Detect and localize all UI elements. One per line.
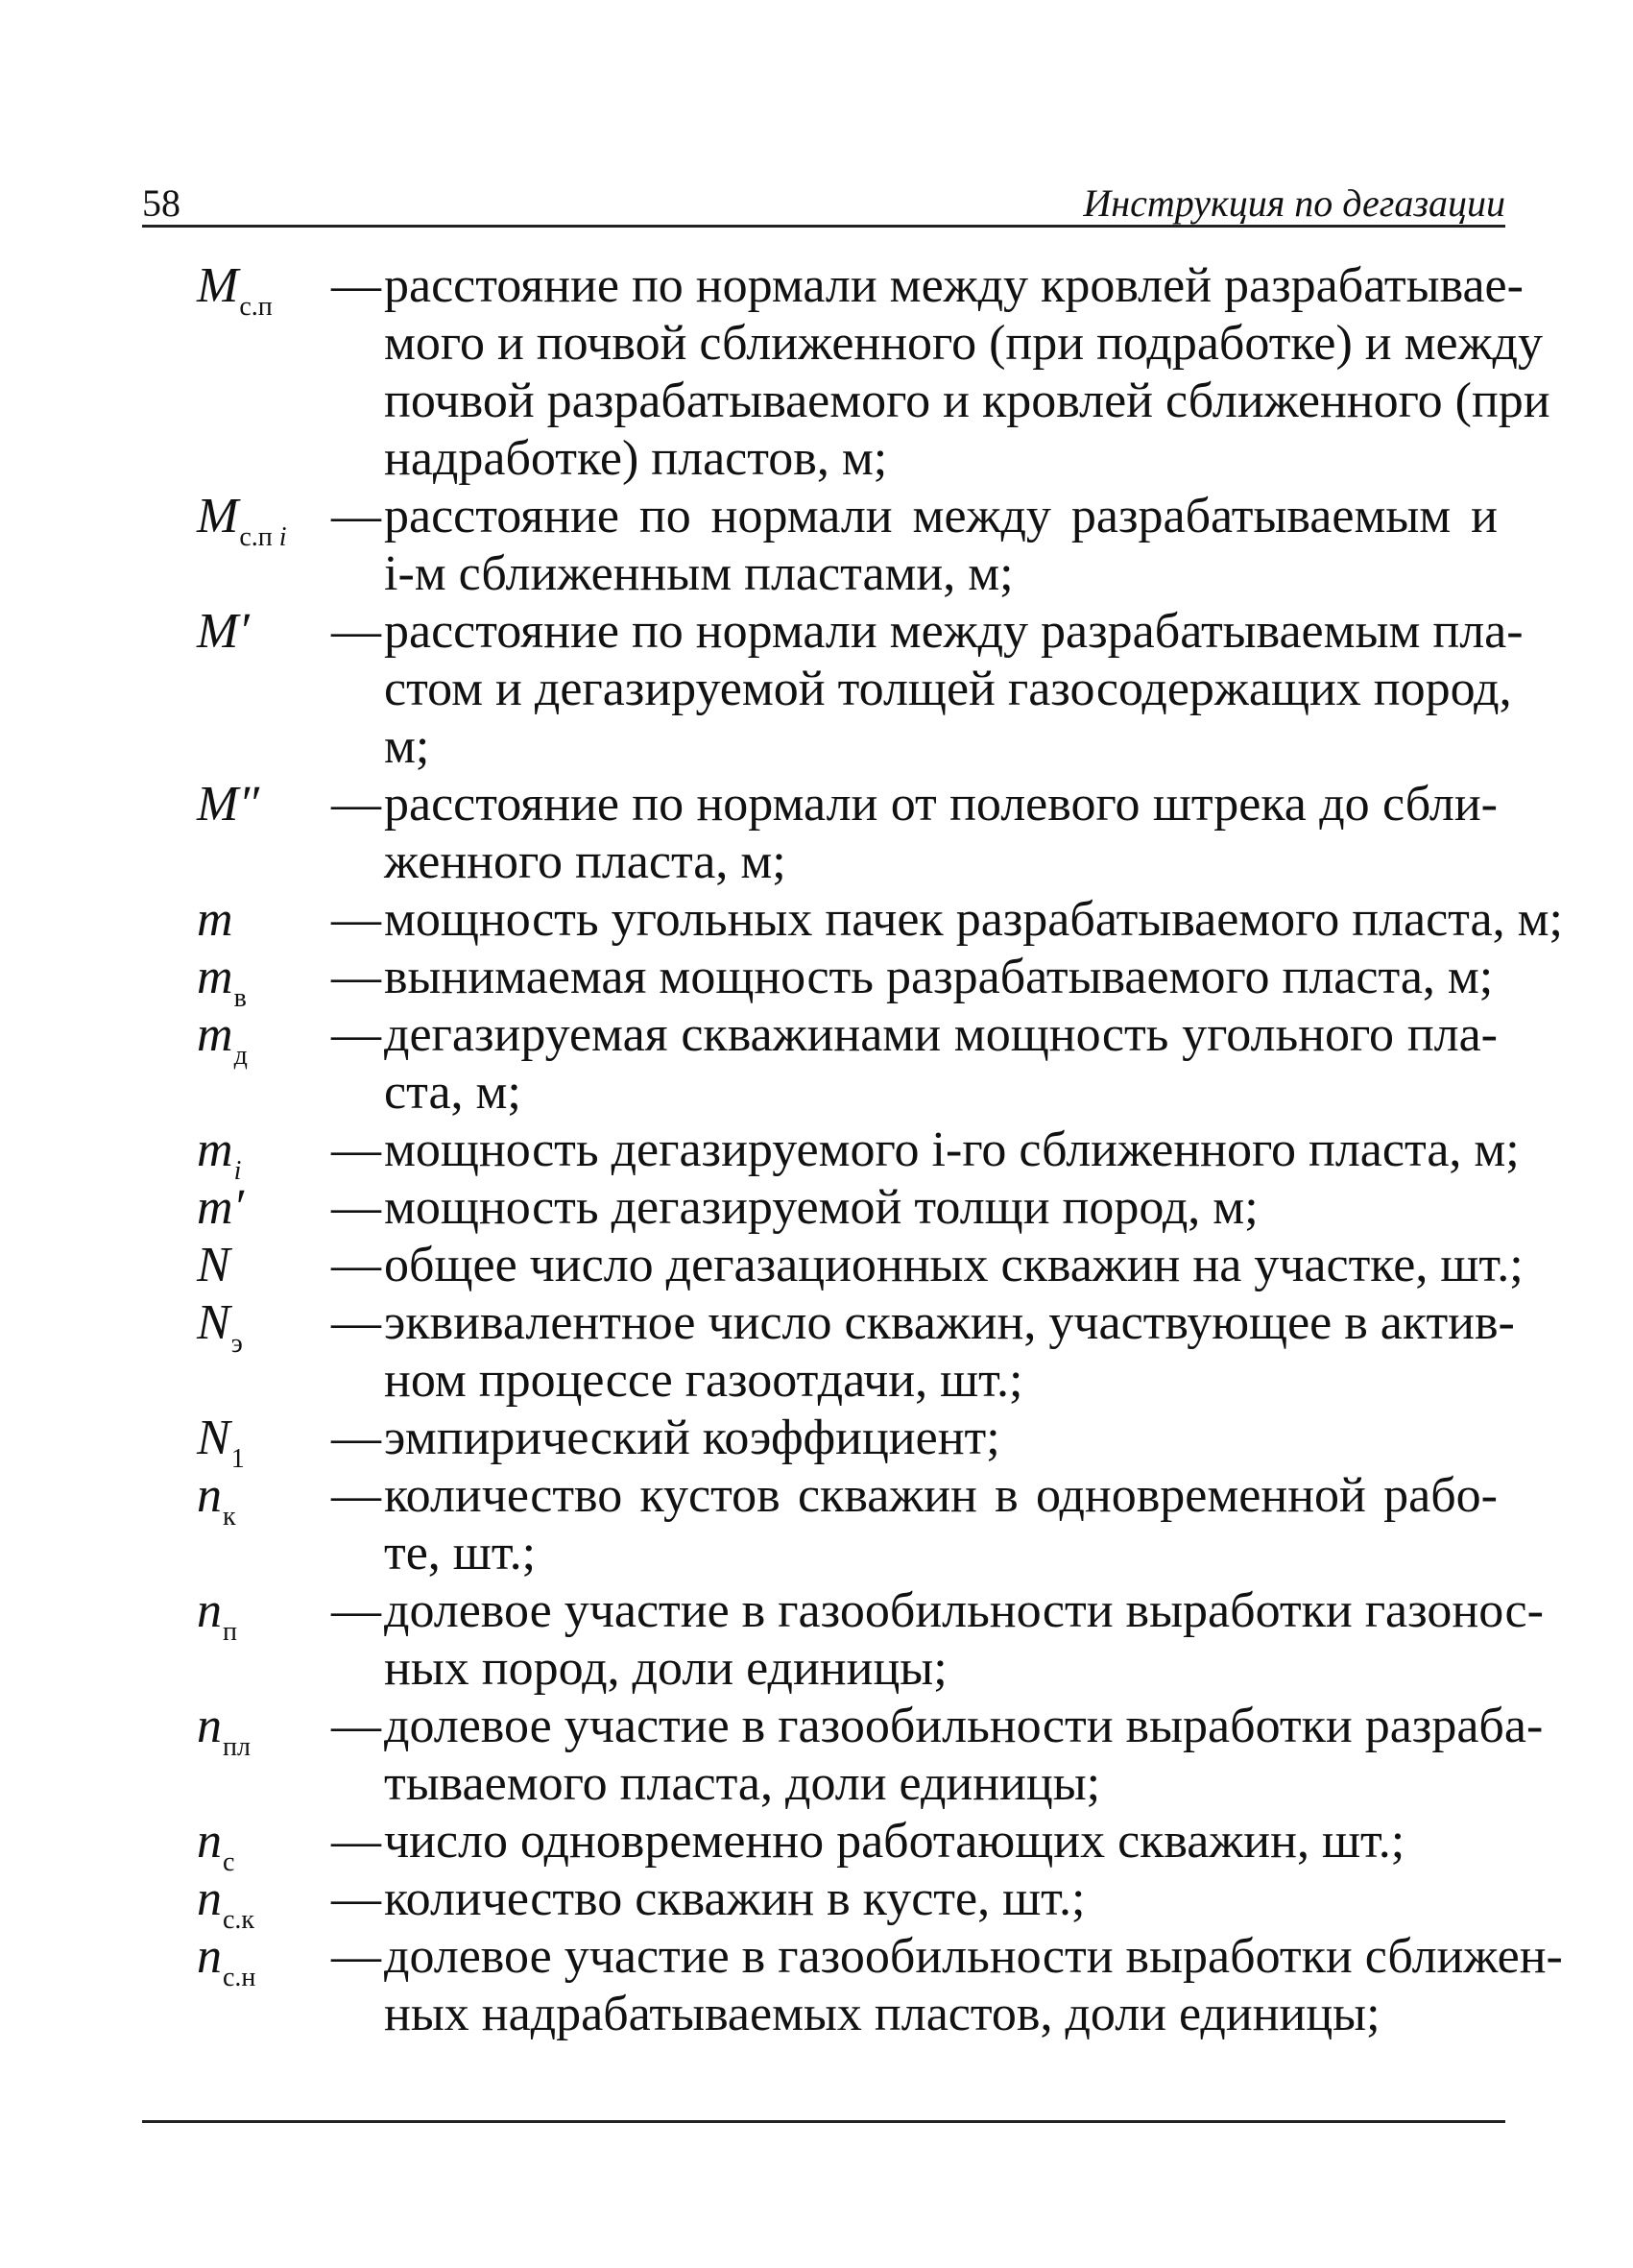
symbol-entry [0,257,1633,488]
definition-dash: — [331,892,381,947]
definition-dash: — [331,1583,381,1638]
definition-line: расстояние по нормали от полевого штрека до сбли- [384,777,1498,832]
symbol-term [197,1237,322,1294]
symbol-term [197,1928,322,1993]
definition-line: ном процессе газоотдачи, шт.; [384,1353,1023,1408]
definition-dash: — [331,777,381,832]
subscript-text: пл [223,1732,251,1762]
symbol-term [197,949,322,1014]
symbol-entry [0,1294,1633,1410]
page-number: 58 [142,181,180,225]
subscript-text: с.п [239,522,279,552]
symbol-definition [384,1237,1524,1294]
symbol-entry [0,776,1633,891]
definition-line: женного пласта, м; [384,834,786,889]
subscript-text: с.п [239,292,273,322]
symbol-prime: ′ [238,604,250,659]
definition-line: ных пород, доли единицы; [384,1641,948,1696]
symbol-entry [0,1006,1633,1122]
symbol-definition [384,603,1524,776]
symbol-letter: n [197,1929,222,1984]
symbol-entry [0,1467,1633,1582]
symbol-subscript [223,1617,237,1647]
symbol-entry [0,1813,1633,1877]
symbol-definition [384,776,1498,891]
symbol-definition [384,891,1563,949]
symbol-term [197,1179,322,1237]
definition-line: расстояние по нормали между разрабатываемым и [384,489,1498,543]
definition-line: стом и дегазируемой толщей газосодержащих пород, [384,662,1512,716]
definition-line: те, шт.; [384,1526,537,1580]
symbol-term [197,1582,322,1648]
symbol-entry [0,1122,1633,1186]
symbol-entry [0,1928,1633,2043]
definition-dash: — [331,1699,381,1753]
symbol-definition [384,1179,1498,1237]
symbol-term [197,1122,322,1187]
symbol-entry [0,1582,1633,1698]
definition-line: дегазируемая скважинами мощность угольного пла- [384,1007,1498,1062]
definition-line: долевое участие в газообильности выработки разраба- [384,1699,1544,1753]
symbol-letter: n [197,1699,222,1753]
definition-line: эмпирический коэффициент; [384,1411,1000,1465]
definition-line: долевое участие в газообильности выработки газонос- [384,1583,1544,1638]
subscript-text: э [230,1329,243,1359]
symbol-term [197,1698,322,1763]
symbol-letter: M [197,489,239,543]
subscript-text: к [223,1502,236,1532]
symbol-letter: n [197,1814,222,1869]
definition-dash: — [331,1238,381,1292]
definition-dash: — [331,1007,381,1062]
symbol-letter: n [197,1468,222,1523]
definition-line: i-м сближенным пластами, м; [384,546,1014,601]
definition-line: число одновременно работающих скважин, шт.; [384,1814,1405,1869]
symbol-subscript [239,522,286,552]
symbol-term [197,1870,322,1936]
definition-dash: — [331,1122,381,1177]
definition-line: вынимаемая мощность разрабатываемого пласта, м; [384,950,1494,1004]
symbol-entry [0,1179,1633,1237]
symbol-letter: m [197,1180,233,1235]
definition-line: мого и почвой сближенного (при подработке) и между [384,316,1543,371]
symbol-letter: N [197,1295,230,1350]
definition-line: ных надрабатываемых пластов, доли единицы; [384,1987,1381,2041]
symbol-definition [384,1006,1498,1122]
symbol-letter: m [197,950,233,1004]
footer-rule [142,2120,1505,2123]
symbol-subscript [223,1502,236,1532]
subscript-text: с [223,1847,235,1877]
definition-line: мощность угольных пачек разрабатываемого пласта, м; [384,892,1563,947]
symbol-definition [384,1294,1515,1410]
symbol-letter: m [197,1122,233,1177]
subscript-text: 1 [230,1444,245,1474]
subscript-index: i [233,1156,242,1186]
symbol-term [197,776,322,833]
definition-line: количество кустов скважин в одновременной рабо- [384,1468,1498,1523]
symbol-definition [384,1467,1498,1582]
definition-line: расстояние по нормали между разрабатываемым пла- [384,604,1524,659]
symbol-entry [0,1870,1633,1935]
definition-line: почвой разрабатываемого и кровлей сближенного (при [384,374,1550,428]
symbol-term [197,257,322,323]
symbol-entry [0,1237,1633,1294]
symbol-letter: m [197,1007,233,1062]
definition-line: мощность дегазируемого i-го сближенного пласта, м; [384,1122,1520,1177]
symbol-definition [384,488,1498,603]
symbol-definition [384,1582,1544,1698]
symbol-subscript [239,292,272,322]
symbol-term [197,488,322,553]
definition-line: тываемого пласта, доли единицы; [384,1756,1101,1811]
symbol-prime: ′ [232,1180,244,1235]
symbol-subscript [231,1329,243,1359]
symbol-letter: N [197,1411,230,1465]
symbol-definition [384,1928,1563,2043]
definition-dash: — [331,258,381,313]
definition-dash: — [331,1871,381,1926]
definition-dash: — [331,1295,381,1350]
symbol-definition [384,257,1550,488]
definition-dash: — [331,1814,381,1869]
symbol-entry [0,949,1633,1013]
symbol-term [197,1467,322,1532]
subscript-text: с.н [223,1963,256,1992]
symbol-term [197,603,322,661]
definition-line: ста, м; [384,1065,521,1120]
symbol-entry [0,488,1633,603]
definition-line: количество скважин в кусте, шт.; [384,1871,1086,1926]
running-title: Инструкция по дегазации [1083,181,1505,225]
definition-line: надработке) пластов, м; [384,431,888,486]
symbol-letter: N [197,1238,230,1292]
definition-line: мощность дегазируемой толщи пород, м; [384,1180,1259,1235]
symbol-definition [384,949,1498,1006]
definition-dash: — [331,1180,381,1235]
symbol-definition [384,1122,1520,1179]
definition-line: м; [384,719,430,774]
definition-dash: — [331,1468,381,1523]
symbol-term [197,891,322,949]
symbol-letter: n [197,1871,222,1926]
definition-dash: — [331,1411,381,1465]
symbol-entry [0,1698,1633,1813]
symbol-term [197,1813,322,1878]
subscript-index: i [278,522,287,552]
symbol-letter: M [197,258,239,313]
symbol-term [197,1410,322,1475]
symbol-subscript [223,1963,255,1992]
symbol-letter: M [197,777,239,832]
definition-line: долевое участие в газообильности выработки сближен- [384,1929,1563,1984]
symbol-definition [384,1698,1544,1813]
subscript-text: д [233,1041,248,1071]
symbol-term [197,1006,322,1072]
definition-line: расстояние по нормали между кровлей разрабатывае- [384,258,1524,313]
symbol-entry [0,891,1633,949]
subscript-text: с.к [223,1905,255,1935]
symbol-definition [384,1410,1498,1467]
definition-dash: — [331,1929,381,1984]
symbol-entry [0,1410,1633,1474]
symbol-definition [384,1870,1498,1928]
symbol-letter: M [197,604,239,659]
definition-line: эквивалентное число скважин, участвующее в актив- [384,1295,1515,1350]
definition-dash: — [331,950,381,1004]
symbol-letter: n [197,1583,222,1638]
subscript-text: в [233,983,247,1013]
subscript-text: п [223,1617,237,1647]
definition-dash: — [331,489,381,543]
symbol-term [197,1294,322,1360]
definition-line: общее число дегазационных скважин на участке, шт.; [384,1238,1524,1292]
symbol-prime: ″ [238,777,259,832]
symbol-definition [384,1813,1498,1870]
symbol-letter: m [197,892,233,947]
symbol-subscript [223,1732,251,1762]
symbol-subscript [234,1041,248,1071]
definition-dash: — [331,604,381,659]
symbol-entry [0,603,1633,776]
